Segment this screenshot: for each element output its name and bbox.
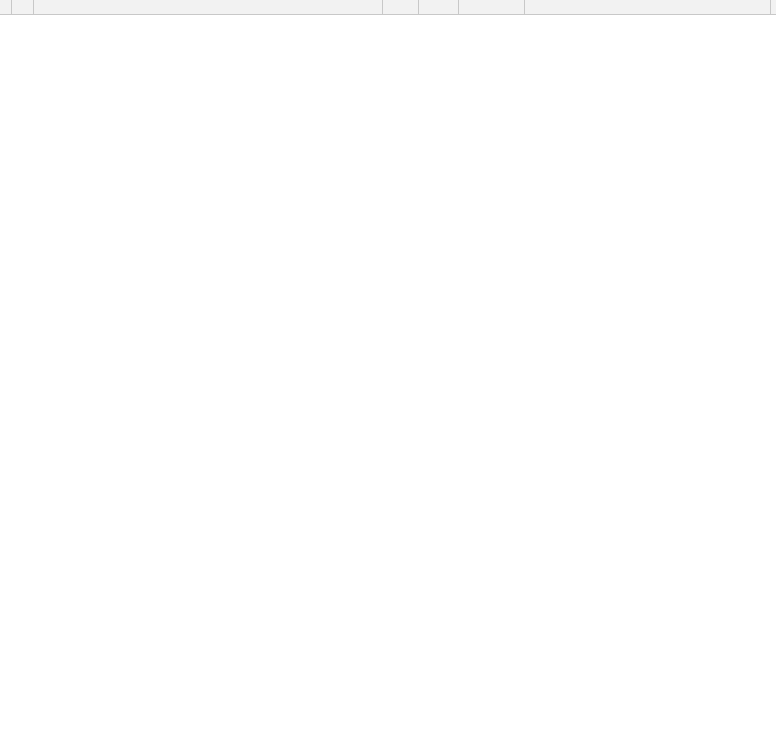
column-header-d[interactable] — [419, 0, 459, 14]
select-all-corner[interactable] — [0, 0, 12, 14]
column-header-c[interactable] — [383, 0, 419, 14]
column-header-b[interactable] — [34, 0, 383, 14]
column-header-a[interactable] — [12, 0, 34, 14]
column-header-g[interactable] — [771, 0, 776, 14]
column-header-bar — [0, 0, 776, 15]
column-header-f[interactable] — [525, 0, 771, 14]
column-header-e[interactable] — [459, 0, 525, 14]
